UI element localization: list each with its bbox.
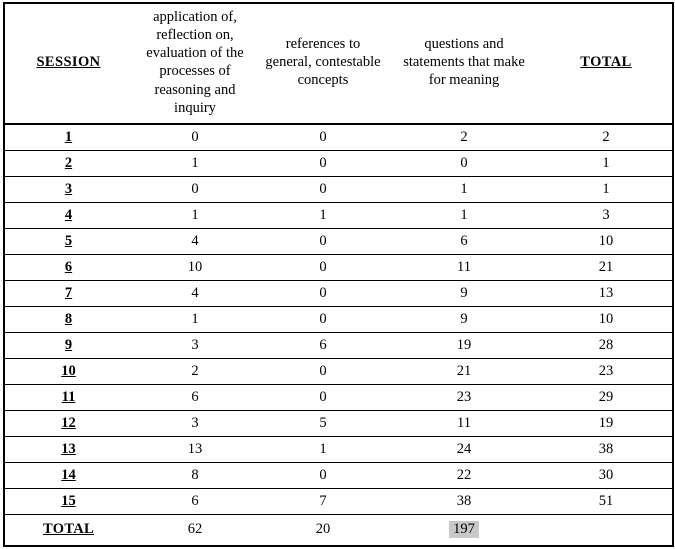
table-row bbox=[4, 202, 673, 228]
table-row bbox=[4, 280, 673, 306]
cell-total-application: 62 bbox=[132, 514, 258, 546]
cell-application: 6 bbox=[132, 384, 258, 410]
cell-session: 14 bbox=[4, 462, 132, 488]
cell-application: 4 bbox=[132, 228, 258, 254]
cell-references: 7 bbox=[258, 488, 388, 514]
cell-application: 0 bbox=[132, 124, 258, 151]
cell-references: 0 bbox=[258, 358, 388, 384]
column-header-references bbox=[258, 3, 388, 124]
column-header-questions-label: questions and statements that make for meaning bbox=[403, 36, 525, 89]
cell-total: 29 bbox=[540, 384, 673, 410]
session-counts-table bbox=[3, 2, 674, 547]
cell-questions: 2 bbox=[388, 124, 540, 151]
cell-application: 1 bbox=[132, 150, 258, 176]
cell-session: 5 bbox=[4, 228, 132, 254]
cell-session: 15 bbox=[4, 488, 132, 514]
cell-total: 51 bbox=[540, 488, 673, 514]
table-row bbox=[4, 254, 673, 280]
cell-references: 0 bbox=[258, 384, 388, 410]
cell-references: 0 bbox=[258, 306, 388, 332]
cell-questions: 11 bbox=[388, 410, 540, 436]
document-page bbox=[0, 2, 675, 549]
table-row bbox=[4, 410, 673, 436]
cell-application: 1 bbox=[132, 306, 258, 332]
cell-session: 9 bbox=[4, 332, 132, 358]
cell-session: 3 bbox=[4, 176, 132, 202]
cell-session: 12 bbox=[4, 410, 132, 436]
cell-total: 38 bbox=[540, 436, 673, 462]
cell-questions: 19 bbox=[388, 332, 540, 358]
column-header-session bbox=[4, 3, 132, 124]
cell-questions: 21 bbox=[388, 358, 540, 384]
cell-session: 8 bbox=[4, 306, 132, 332]
cell-references: 1 bbox=[258, 436, 388, 462]
cell-questions: 11 bbox=[388, 254, 540, 280]
column-header-session-label: SESSION bbox=[36, 54, 101, 71]
column-header-total bbox=[540, 3, 673, 124]
cell-questions: 0 bbox=[388, 150, 540, 176]
table-header-row bbox=[4, 3, 673, 124]
cell-references: 0 bbox=[258, 462, 388, 488]
cell-references: 0 bbox=[258, 124, 388, 151]
column-header-total-label: TOTAL bbox=[580, 54, 632, 71]
table-row bbox=[4, 462, 673, 488]
column-header-questions bbox=[388, 3, 540, 124]
cell-session: 7 bbox=[4, 280, 132, 306]
cell-questions: 23 bbox=[388, 384, 540, 410]
cell-application: 4 bbox=[132, 280, 258, 306]
cell-session: 13 bbox=[4, 436, 132, 462]
cell-references: 0 bbox=[258, 176, 388, 202]
cell-total: 3 bbox=[540, 202, 673, 228]
column-header-application-label: application of, reflection on, evaluation of the processes of reasoning and inquiry bbox=[146, 9, 244, 116]
cell-session: 1 bbox=[4, 124, 132, 151]
cell-total: 30 bbox=[540, 462, 673, 488]
cell-references: 0 bbox=[258, 228, 388, 254]
cell-questions: 22 bbox=[388, 462, 540, 488]
cell-references: 0 bbox=[258, 254, 388, 280]
cell-questions: 9 bbox=[388, 280, 540, 306]
cell-references: 0 bbox=[258, 150, 388, 176]
cell-application: 13 bbox=[132, 436, 258, 462]
cell-application: 3 bbox=[132, 410, 258, 436]
cell-session: 11 bbox=[4, 384, 132, 410]
cell-total-references: 20 bbox=[258, 514, 388, 546]
cell-questions: 1 bbox=[388, 202, 540, 228]
table-row bbox=[4, 436, 673, 462]
cell-total: 2 bbox=[540, 124, 673, 151]
cell-application: 8 bbox=[132, 462, 258, 488]
table-row bbox=[4, 228, 673, 254]
cell-references: 5 bbox=[258, 410, 388, 436]
cell-total: 23 bbox=[540, 358, 673, 384]
cell-questions: 1 bbox=[388, 176, 540, 202]
cell-session: 10 bbox=[4, 358, 132, 384]
cell-application: 2 bbox=[132, 358, 258, 384]
table-row bbox=[4, 150, 673, 176]
cell-application: 1 bbox=[132, 202, 258, 228]
table-row bbox=[4, 176, 673, 202]
cell-session: 4 bbox=[4, 202, 132, 228]
cell-total: 21 bbox=[540, 254, 673, 280]
cell-questions: 6 bbox=[388, 228, 540, 254]
table-row bbox=[4, 306, 673, 332]
table-row bbox=[4, 358, 673, 384]
cell-questions: 9 bbox=[388, 306, 540, 332]
cell-questions: 24 bbox=[388, 436, 540, 462]
cell-application: 6 bbox=[132, 488, 258, 514]
table-row bbox=[4, 124, 673, 151]
cell-session: 6 bbox=[4, 254, 132, 280]
cell-questions: 38 bbox=[388, 488, 540, 514]
cell-total: 1 bbox=[540, 150, 673, 176]
cell-application: 0 bbox=[132, 176, 258, 202]
table-total-row bbox=[4, 514, 673, 546]
column-header-application bbox=[132, 3, 258, 124]
cell-total: 10 bbox=[540, 228, 673, 254]
cell-total: 13 bbox=[540, 280, 673, 306]
cell-references: 6 bbox=[258, 332, 388, 358]
cell-total: 28 bbox=[540, 332, 673, 358]
table-body bbox=[4, 3, 673, 546]
cell-references: 1 bbox=[258, 202, 388, 228]
cell-total: 1 bbox=[540, 176, 673, 202]
cell-total-label: TOTAL bbox=[4, 514, 132, 546]
cell-total: 19 bbox=[540, 410, 673, 436]
cell-application: 3 bbox=[132, 332, 258, 358]
cell-total: 10 bbox=[540, 306, 673, 332]
table-row bbox=[4, 384, 673, 410]
column-header-references-label: references to general, contestable concepts bbox=[265, 36, 381, 89]
cell-application: 10 bbox=[132, 254, 258, 280]
cell-session: 2 bbox=[4, 150, 132, 176]
cell-references: 0 bbox=[258, 280, 388, 306]
table-row bbox=[4, 488, 673, 514]
cell-total-grand bbox=[540, 514, 673, 546]
cell-total-questions bbox=[388, 514, 540, 546]
highlighted-value: 197 bbox=[449, 521, 479, 538]
table-row bbox=[4, 332, 673, 358]
